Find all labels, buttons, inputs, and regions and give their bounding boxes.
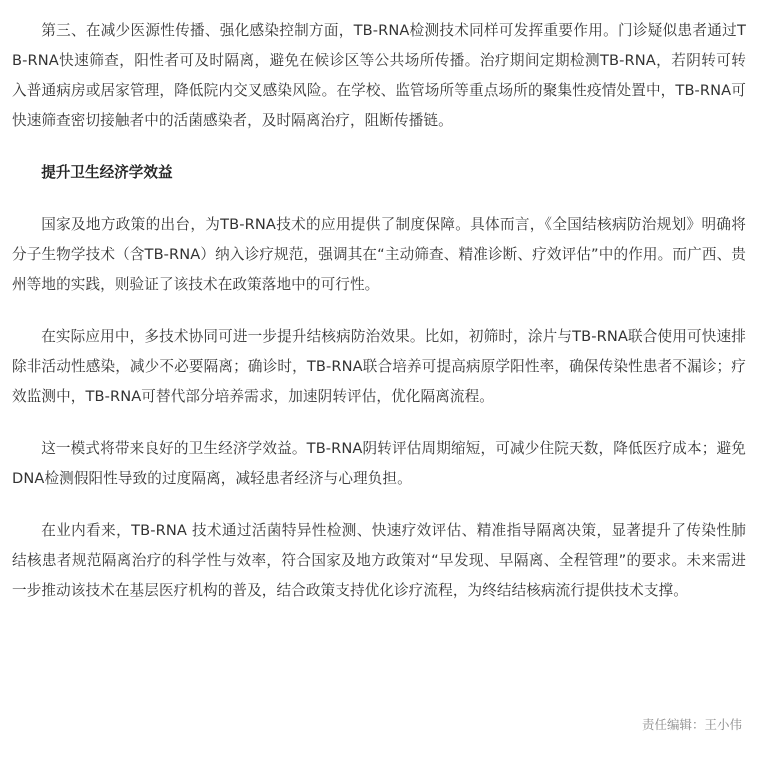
paragraph-gap [12,188,746,210]
paragraph-gap [12,494,746,516]
paragraph-conclusion: 在业内看来，TB-RNA 技术通过活菌特异性检测、快速疗效评估、精准指导隔离决策，显著提升了传染性肺结核患者规范隔离治疗的科学性与效率，符合国家及地方政策对“早发现、早隔离、全程管理”的要求。未来需进一步推动该技术在基层医疗机构的普及，结合政策支持优化诊疗流程，为终结结核病流行提供技术支撑。 [12,522,746,599]
paragraph-gap [12,136,746,158]
editor-name: 王小伟 [704,717,742,732]
paragraph-policy: 国家及地方政策的出台，为TB-RNA技术的应用提供了制度保障。具体而言，《全国结核病防治规划》明确将分子生物学技术（含TB-RNA）纳入诊疗规范，强调其在“主动筛查、精准诊断、疗效评估”中的作用。而广西、贵州等地的实践，则验证了该技术在政策落地中的可行性。 [12,216,746,293]
article-body [12,16,746,606]
paragraph-gap [12,412,746,434]
editor-label: 责任编辑： [641,717,705,732]
section-heading: 提升卫生经济学效益 [41,164,173,181]
paragraph-infection-control: 第三、在减少医源性传播、强化感染控制方面，TB-RNA检测技术同样可发挥重要作用。门诊疑似患者通过TB-RNA快速筛查，阳性者可及时隔离，避免在候诊区等公共场所传播。治疗期间定期检测TB-RNA，若阴转可转入普通病房或居家管理，降低院内交叉感染风险。在学校、监管场所等重点场所的聚集性疫情处置中，TB-RNA可快速筛查密切接触者中的活菌感染者，及时隔离治疗，阻断传播链。 [12,22,746,129]
responsible-editor [642,715,742,735]
paragraph-economics: 这一模式将带来良好的卫生经济学效益。TB-RNA阴转评估周期缩短，可减少住院天数，降低医疗成本；避免DNA检测假阳性导致的过度隔离，减轻患者经济与心理负担。 [12,440,746,487]
paragraph-gap [12,300,746,322]
paragraph-application: 在实际应用中，多技术协同可进一步提升结核病防治效果。比如，初筛时，涂片与TB-RNA联合使用可快速排除非活动性感染，减少不必要隔离；确诊时，TB-RNA联合培养可提高病原学阳性率，确保传染性患者不漏诊；疗效监测中，TB-RNA可替代部分培养需求，加速阴转评估，优化隔离流程。 [12,328,746,405]
